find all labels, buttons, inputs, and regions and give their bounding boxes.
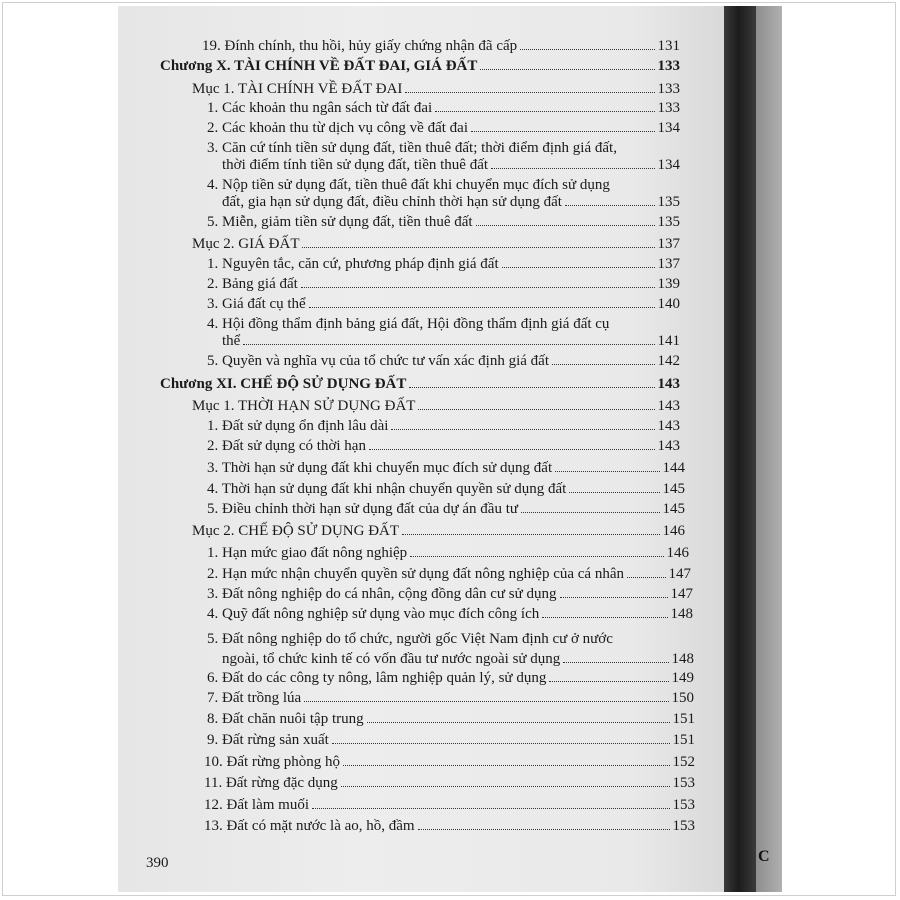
toc-section: Mục 2. CHẾ ĐỘ SỬ DỤNG ĐẤT 146 bbox=[192, 523, 685, 539]
toc-entry: 4. Thời hạn sử dụng đất khi nhận chuyển quyền sử dụng đất 145 bbox=[207, 481, 685, 497]
toc-entry: 10. Đất rừng phòng hộ 152 bbox=[204, 754, 695, 770]
toc-entry: 5. Quyền và nghĩa vụ của tổ chức tư vấn xác định giá đất 142 bbox=[207, 353, 680, 369]
toc-entry-first-line: 3. Căn cứ tính tiền sử dụng đất, tiền thuê đất; thời điểm định giá đất, bbox=[207, 140, 617, 156]
toc-entry: 19. Đính chính, thu hồi, hủy giấy chứng nhận đã cấp 131 bbox=[202, 38, 680, 54]
toc-entry: thể 141 bbox=[222, 333, 680, 349]
toc-entry: 3. Đất nông nghiệp do cá nhân, cộng đồng dân cư sử dụng 147 bbox=[207, 586, 693, 602]
toc-entry: 4. Quỹ đất nông nghiệp sử dụng vào mục đích công ích 148 bbox=[207, 606, 693, 622]
toc-entry: 1. Đất sử dụng ổn định lâu dài 143 bbox=[207, 418, 680, 434]
toc-entry: 1. Các khoản thu ngân sách từ đất đai 133 bbox=[207, 100, 680, 116]
toc-entry: 6. Đất do các công ty nông, lâm nghiệp quản lý, sử dụng 149 bbox=[207, 670, 694, 686]
toc-entry: 3. Giá đất cụ thể 140 bbox=[207, 296, 680, 312]
toc-entry: 13. Đất có mặt nước là ao, hồ, đầm 153 bbox=[204, 818, 695, 834]
toc-entry: 2. Các khoản thu từ dịch vụ công về đất đai 134 bbox=[207, 120, 680, 136]
next-page-edge bbox=[756, 6, 782, 892]
toc-entry: 9. Đất rừng sản xuất 151 bbox=[207, 732, 695, 748]
toc-section: Mục 1. TÀI CHÍNH VỀ ĐẤT ĐAI 133 bbox=[192, 81, 680, 97]
toc-entry: 11. Đất rừng đặc dụng 153 bbox=[204, 775, 695, 791]
toc-chapter: Chương X. TÀI CHÍNH VỀ ĐẤT ĐAI, GIÁ ĐẤT 133 bbox=[160, 58, 680, 74]
toc-section: Mục 2. GIÁ ĐẤT 137 bbox=[192, 236, 680, 252]
book-gutter bbox=[724, 6, 756, 892]
toc-section: Mục 1. THỜI HẠN SỬ DỤNG ĐẤT 143 bbox=[192, 398, 680, 414]
toc-entry: thời điểm tính tiền sử dụng đất, tiền thuê đất 134 bbox=[222, 157, 680, 173]
toc-entry-first-line: 4. Nộp tiền sử dụng đất, tiền thuê đất khi chuyển mục đích sử dụng bbox=[207, 177, 610, 193]
toc-entry: 1. Hạn mức giao đất nông nghiệp 146 bbox=[207, 545, 689, 561]
toc-entry: 7. Đất trồng lúa 150 bbox=[207, 690, 694, 706]
page-number: 390 bbox=[146, 855, 169, 871]
toc-entry: 12. Đất làm muối 153 bbox=[204, 797, 695, 813]
toc-entry: 5. Miễn, giảm tiền sử dụng đất, tiền thuê đất 135 bbox=[207, 214, 680, 230]
toc-entry: 2. Đất sử dụng có thời hạn 143 bbox=[207, 438, 680, 454]
toc-entry: 2. Bảng giá đất 139 bbox=[207, 276, 680, 292]
toc-entry: 3. Thời hạn sử dụng đất khi chuyển mục đích sử dụng đất 144 bbox=[207, 460, 685, 476]
toc-entry: 8. Đất chăn nuôi tập trung 151 bbox=[207, 711, 695, 727]
next-page-text-fragment: C bbox=[758, 848, 770, 865]
toc-chapter: Chương XI. CHẾ ĐỘ SỬ DỤNG ĐẤT 143 bbox=[160, 376, 680, 392]
toc-entry: đất, gia hạn sử dụng đất, điều chỉnh thời hạn sử dụng đất 135 bbox=[222, 194, 680, 210]
toc-entry: 5. Điều chỉnh thời hạn sử dụng đất của dự án đầu tư 145 bbox=[207, 501, 685, 517]
toc-entry: 1. Nguyên tắc, căn cứ, phương pháp định giá đất 137 bbox=[207, 256, 680, 272]
toc-entry-first-line: 5. Đất nông nghiệp do tổ chức, người gốc Việt Nam định cư ở nước bbox=[207, 631, 613, 647]
toc-entry: ngoài, tổ chức kinh tế có vốn đầu tư nước ngoài sử dụng 148 bbox=[222, 651, 694, 667]
toc-entry: 2. Hạn mức nhận chuyển quyền sử dụng đất nông nghiệp của cá nhân 147 bbox=[207, 566, 691, 582]
toc-entry-first-line: 4. Hội đồng thẩm định bảng giá đất, Hội đồng thẩm định giá đất cụ bbox=[207, 316, 610, 332]
